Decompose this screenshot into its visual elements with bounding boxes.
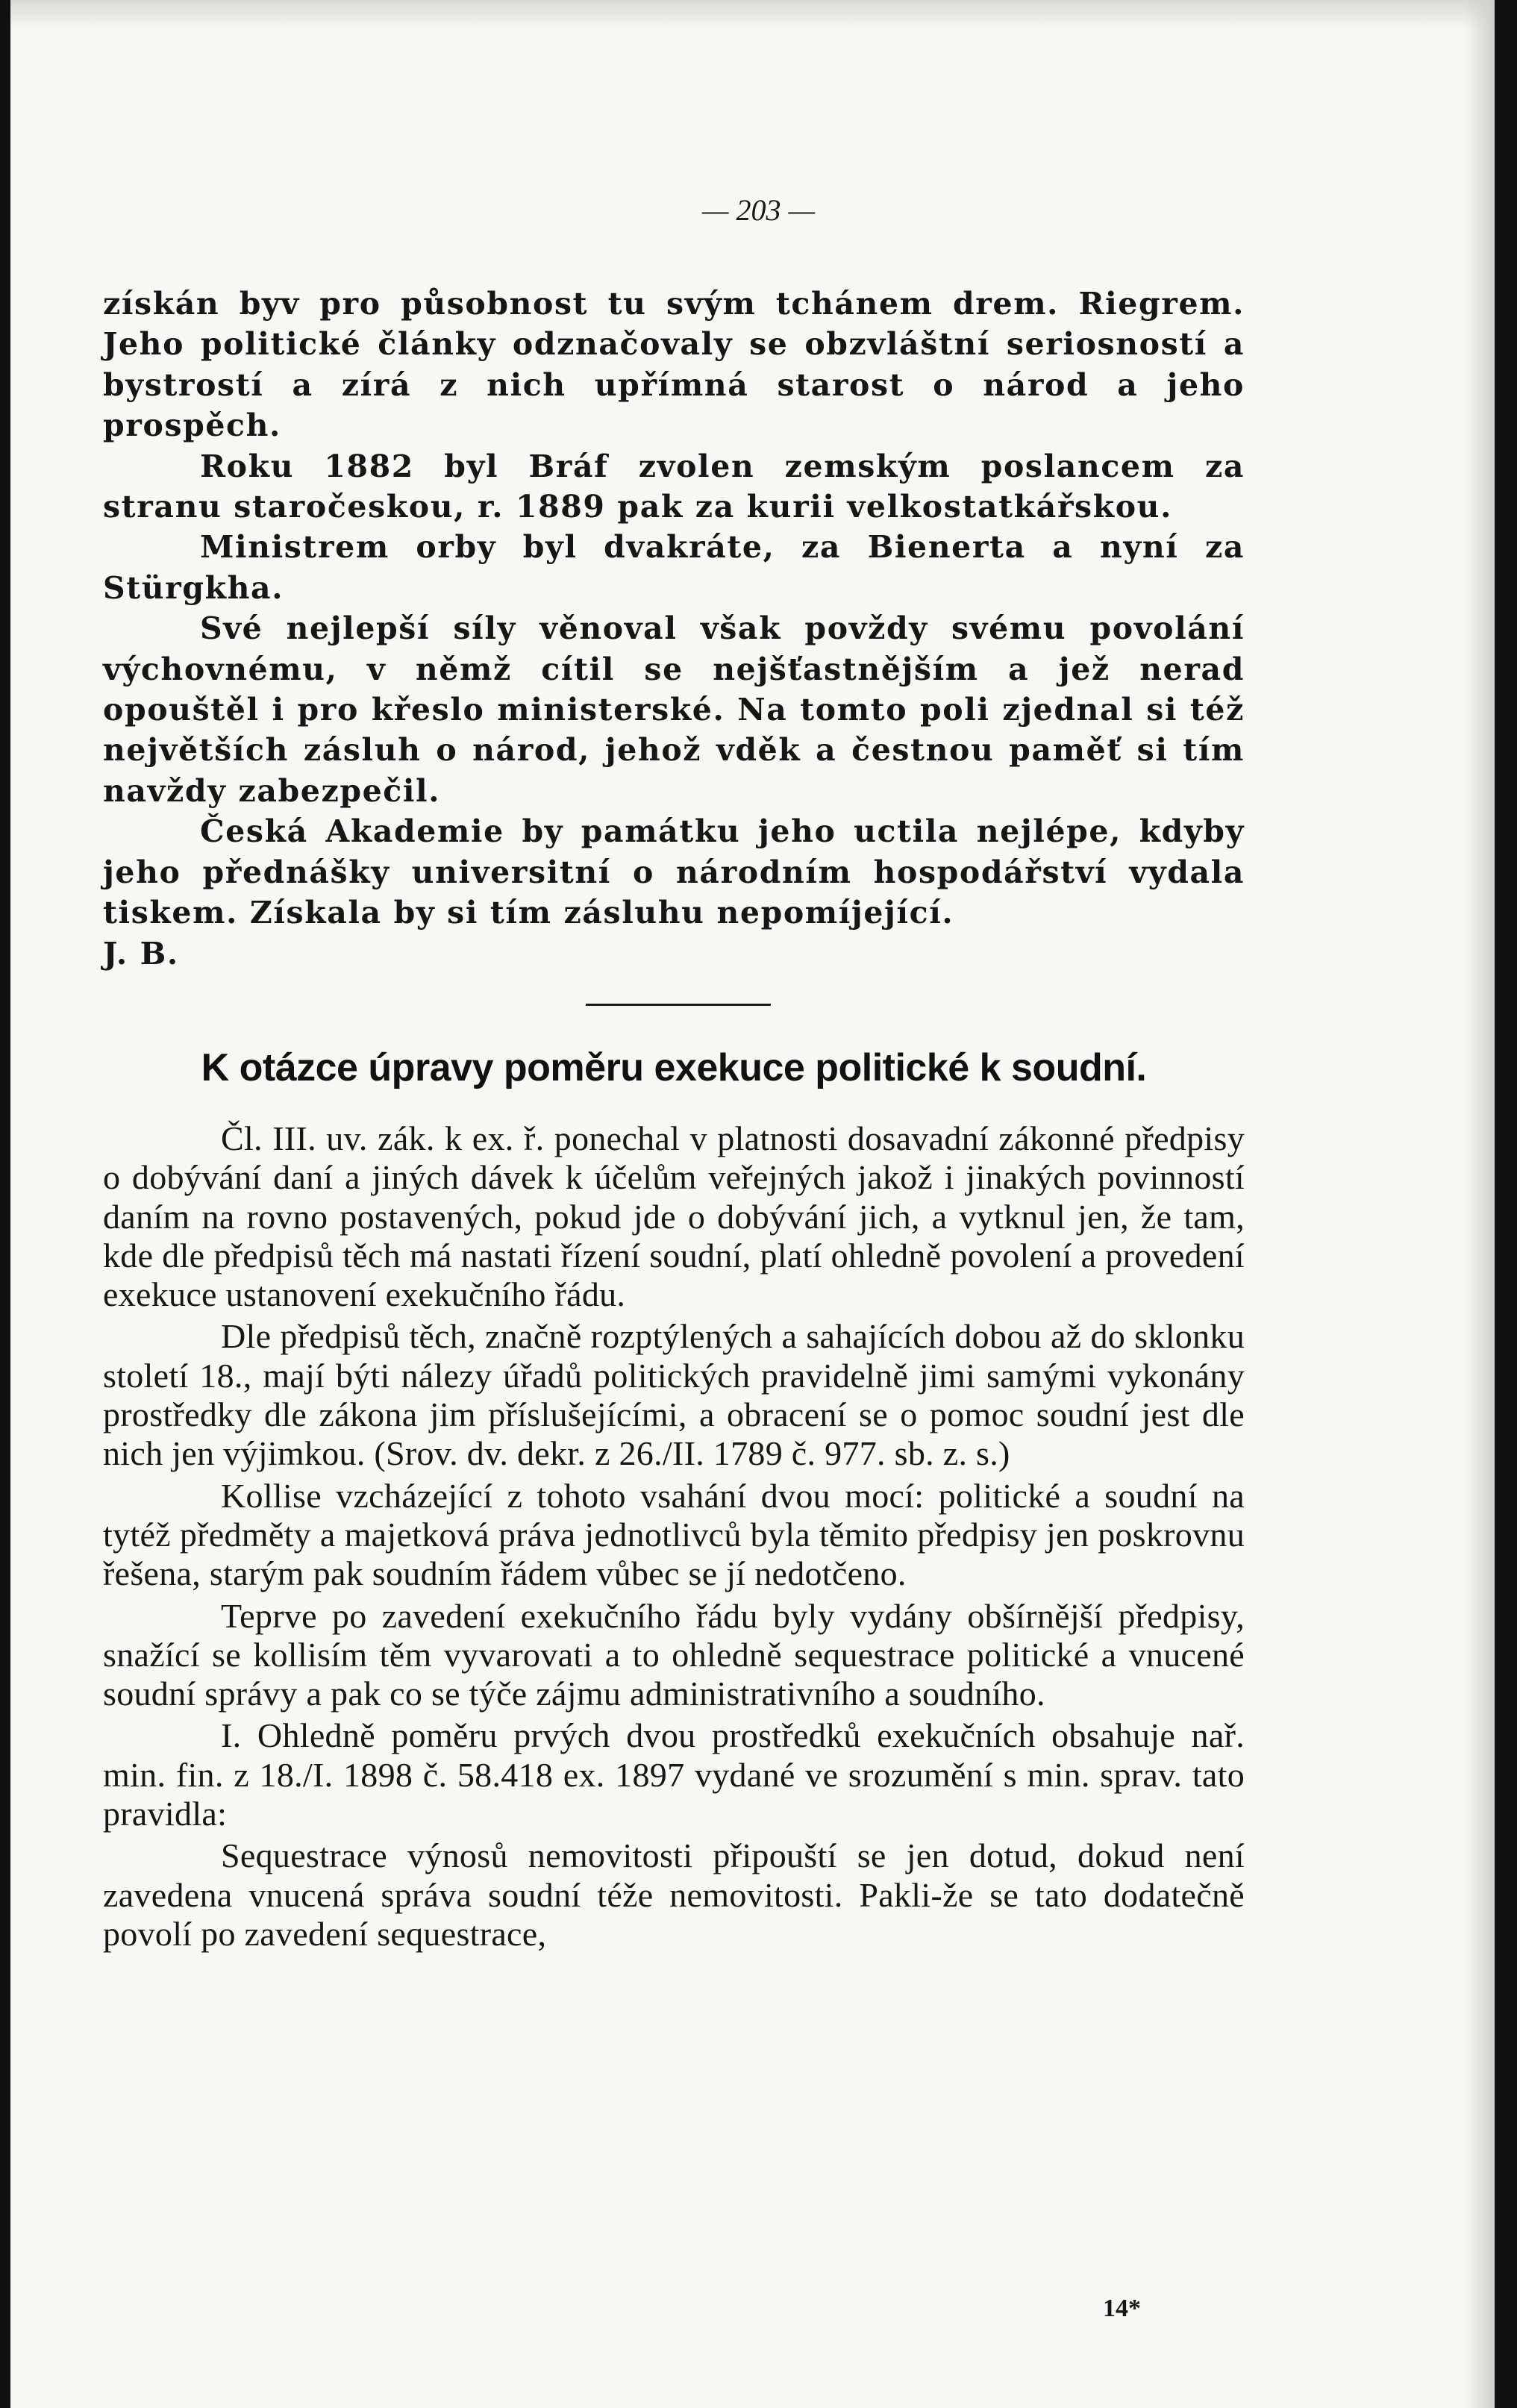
printer-signature-mark: 14* (1103, 2295, 1141, 2322)
paragraph: Dle předpisů těch, značně rozptýlených a sahajících dobou až do sklonku století 18., mají býti nálezy úřadů politických pravidelně jimi samými vykonány prostředky dle zákona jim příslušejícími, a obracení se o pomoc soudní jest dle nich jen výjimkou. (Srov. dv. dekr. z 26./II. 1789 č. 977. sb. z. s.) (103, 1317, 1245, 1473)
paragraph: získán byv pro působnost tu svým tchánem drem. Riegrem. Jeho politické články odznačovaly se obzvláštní seriosností a bystrostí a zírá z nich upřímná starost o národ a jeho prospěch. (103, 286, 1245, 444)
article-body (103, 1119, 1245, 1957)
paragraph: I. Ohledně poměru prvých dvou prostředků exekučních obsahuje nař. min. fin. z 18./I. 1898 č. 58.418 ex. 1897 vydané ve srozumění s min. sprav. tato pravidla: (103, 1716, 1245, 1833)
paragraph: Roku 1882 byl Bráf zvolen zemským poslancem za stranu staročeskou, r. 1889 pak za kurii velkostatkářskou. (103, 448, 1245, 525)
paragraph: Ministrem orby byl dvakráte, za Bienerta a nyní za Stürgkha. (103, 529, 1245, 606)
section-divider (586, 1004, 771, 1006)
page-number: — 203 — (701, 193, 816, 227)
paragraph: Své nejlepší síly věnoval však povždy svému povolání výchovnému, v němž cítil se nejšťastnějším a jež nerad opouštěl i pro křeslo ministerské. Na tomto poli zjednal si též největších zásluh o národ, jehož vděk a čestnou paměť si tím navždy zabezpečil. (103, 610, 1245, 809)
paragraph: Kollise vzcházející z tohoto vsahání dvou mocí: politické a soudní na tytéž předměty a majetková práva jednotlivců byla těmito předpisy jen poskrovnu řešena, starým pak soudním řádem vůbec se jí nedotčeno. (103, 1476, 1245, 1593)
author-signature: J. B. (103, 935, 179, 972)
paragraph: Čl. III. uv. zák. k ex. ř. ponechal v platnosti dosavadní zákonné předpisy o dobývání daní a jiných dávek k účelům veřejných jakož i jinakých povinností daním na rovno postavených, pokud jde o dobývání jich, a vytknul jen, že tam, kde dle předpisů těch má nastati řízení soudní, platí ohledně povolení a provedení exekuce ustanovení exekučního řádu. (103, 1119, 1245, 1314)
obituary-continuation (103, 284, 1245, 974)
paragraph: Sequestrace výnosů nemovitosti připouští se jen dotud, dokud není zavedena vnucená správa soudní téže nemovitosti. Pakli-že se tato dodatečně povolí po zavedení sequestrace, (103, 1836, 1245, 1953)
article-title: K otázce úpravy poměru exekuce politické k soudní. (201, 1046, 1147, 1089)
paragraph: Teprve po zavedení exekučního řádu byly vydány obšírnější předpisy, snažící se kollisím těm vyvarovati a to ohledně sequestrace politické a vnucené soudní správy a pak co se týče zájmu administrativního a soudního. (103, 1596, 1245, 1713)
paragraph: Česká Akademie by památku jeho uctila nejlépe, kdyby jeho přednášky universitní o národním hospodářství vydala tiskem. Získala by si tím zásluhu nepomíjející. (103, 813, 1245, 931)
